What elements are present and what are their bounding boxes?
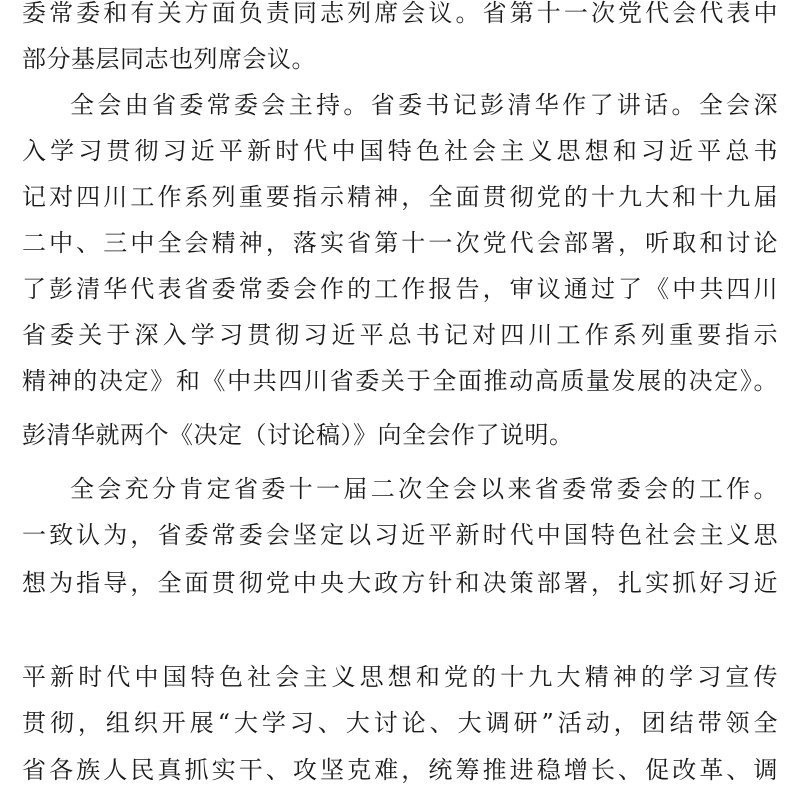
text-line: 精神的决定》和《中共四川省委关于全面推动高质量发展的决定》。 [22,367,778,395]
text-line: 想为指导，全面贯彻党中央大政方针和决策部署，扎实抓好习近 [22,569,778,597]
text-line: 记对四川工作系列重要指示精神，全面贯彻党的十九大和十九届 [22,183,778,211]
text-line: 二中、三中全会精神，落实省第十一次党代会部署，听取和讨论 [22,229,778,257]
text-line: 部分基层同志也列席会议。 [22,45,316,73]
text-line: 贯彻，组织开展“大学习、大讨论、大调研”活动，团结带领全 [22,709,778,737]
text-line: 了彭清华代表省委常委会作的工作报告，审议通过了《中共四川 [22,275,778,303]
text-line: 省各族人民真抓实干、攻坚克难，统筹推进稳增长、促改革、调 [22,756,778,784]
text-line: 一致认为，省委常委会坚定以习近平新时代中国特色社会主义思 [22,521,778,549]
text-line: 平新时代中国特色社会主义思想和党的十九大精神的学习宣传 [22,663,778,691]
text-line: 省委关于深入学习贯彻习近平总书记对四川工作系列重要指示 [22,321,778,349]
text-line: 入学习贯彻习近平新时代中国特色社会主义思想和习近平总书 [22,137,778,165]
text-line: 彭清华就两个《决定（讨论稿）》向全会作了说明。 [22,421,574,449]
text-line: 全会充分肯定省委十一届二次全会以来省委常委会的工作。 [70,475,778,503]
text-line: 全会由省委常委会主持。省委书记彭清华作了讲话。全会深 [70,91,778,119]
text-line: 委常委和有关方面负责同志列席会议。省第十一次党代会代表中 [22,0,778,27]
